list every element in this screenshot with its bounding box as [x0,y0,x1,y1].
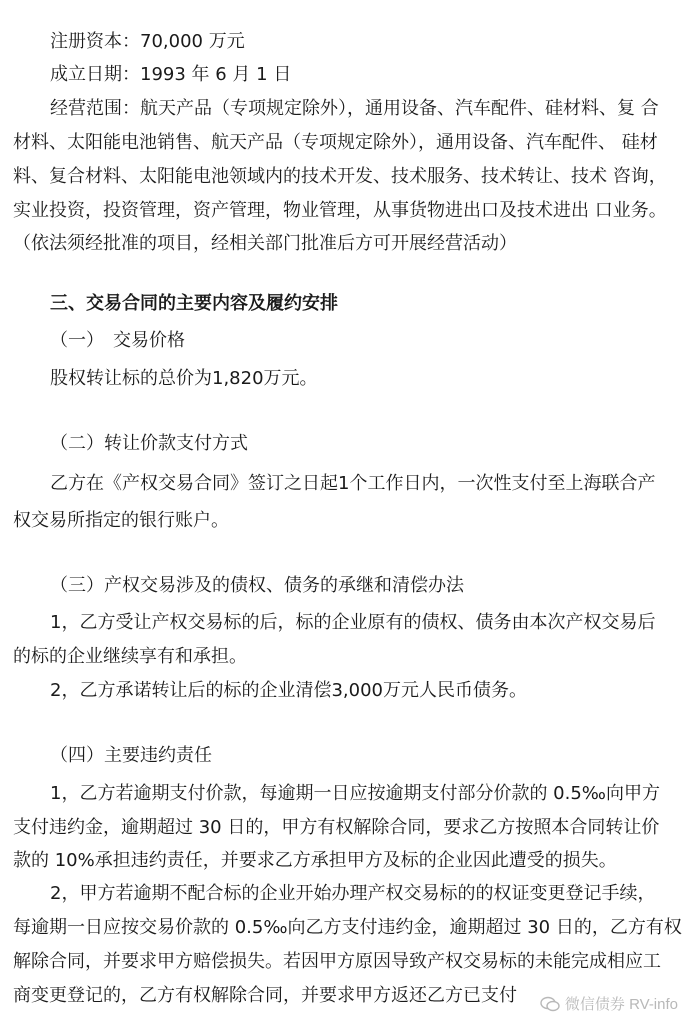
paragraph-line: 1，乙方若逾期支付价款，每逾期一日应按逾期支付部分价款的 0.5‰向甲方 [50,783,660,804]
paragraph-line: 解除合同，并要求甲方赔偿损失。若因甲方原因导致产权交易标的未能完成相应工 [13,951,661,972]
paragraph-line: 每逾期一日应按交易价款的 0.5‰向乙方支付违约金，逾期超过 30 日的，乙方有权 [13,917,682,938]
business-scope-note: （依法须经批准的项目，经相关部门批准后方可开展经营活动） [13,233,517,254]
paragraph-line: 股权转让标的总价为1,820万元。 [50,368,318,389]
business-scope-line: 实业投资，投资管理，资产管理，物业管理，从事货物进出口及技术进出 口业务。 [13,200,667,221]
paragraph-line: 1，乙方受让产权交易标的后，标的企业原有的债权、债务由本次产权交易后 [50,612,656,633]
registered-capital: 注册资本：70,000 万元 [50,31,245,52]
subsection-heading-payment: （二）转让价款支付方式 [50,433,248,454]
paragraph-line: 款的 10%承担违约责任，并要求乙方承担甲方及标的企业因此遭受的损失。 [13,850,617,871]
paragraph-line: 2，乙方承诺转让后的标的企业清偿3,000万元人民币债务。 [50,680,527,701]
subsection-heading-price: （一） 交易价格 [50,330,185,351]
establish-date: 成立日期：1993 年 6 月 1 日 [50,64,292,85]
paragraph-line: 权交易所指定的银行账户。 [13,510,229,531]
watermark-text: 微信债券 RV-info [564,996,678,1013]
paragraph-line: 2，甲方若逾期不配合标的企业开始办理产权交易标的的权证变更登记手续， [50,883,656,904]
paragraph-line: 支付违约金，逾期超过 30 日的，甲方有权解除合同，要求乙方按照本合同转让价 [13,817,660,838]
business-scope-line: 材料、太阳能电池销售、航天产品（专项规定除外），通用设备、汽车配件、 硅材 [13,132,658,153]
paragraph-line: 乙方在《产权交易合同》签订之日起1个工作日内，一次性支付至上海联合产 [50,473,656,494]
section-heading: 三、交易合同的主要内容及履约安排 [50,293,338,314]
watermark [540,993,678,1014]
wechat-icon [540,996,560,1012]
paragraph-line: 的标的企业继续享有和承担。 [13,646,247,667]
business-scope-line: 料、复合材料、太阳能电池领域内的技术开发、技术服务、技术转让、技术 咨询， [13,166,667,187]
business-scope-line: 经营范围：航天产品（专项规定除外），通用设备、汽车配件、硅材料、复 合 [50,98,659,119]
subsection-heading-debts: （三）产权交易涉及的债权、债务的承继和清偿办法 [50,575,464,596]
paragraph-line: 商变更登记的，乙方有权解除合同，并要求甲方返还乙方已支付 [13,985,517,1006]
subsection-heading-liability: （四）主要违约责任 [50,745,212,766]
